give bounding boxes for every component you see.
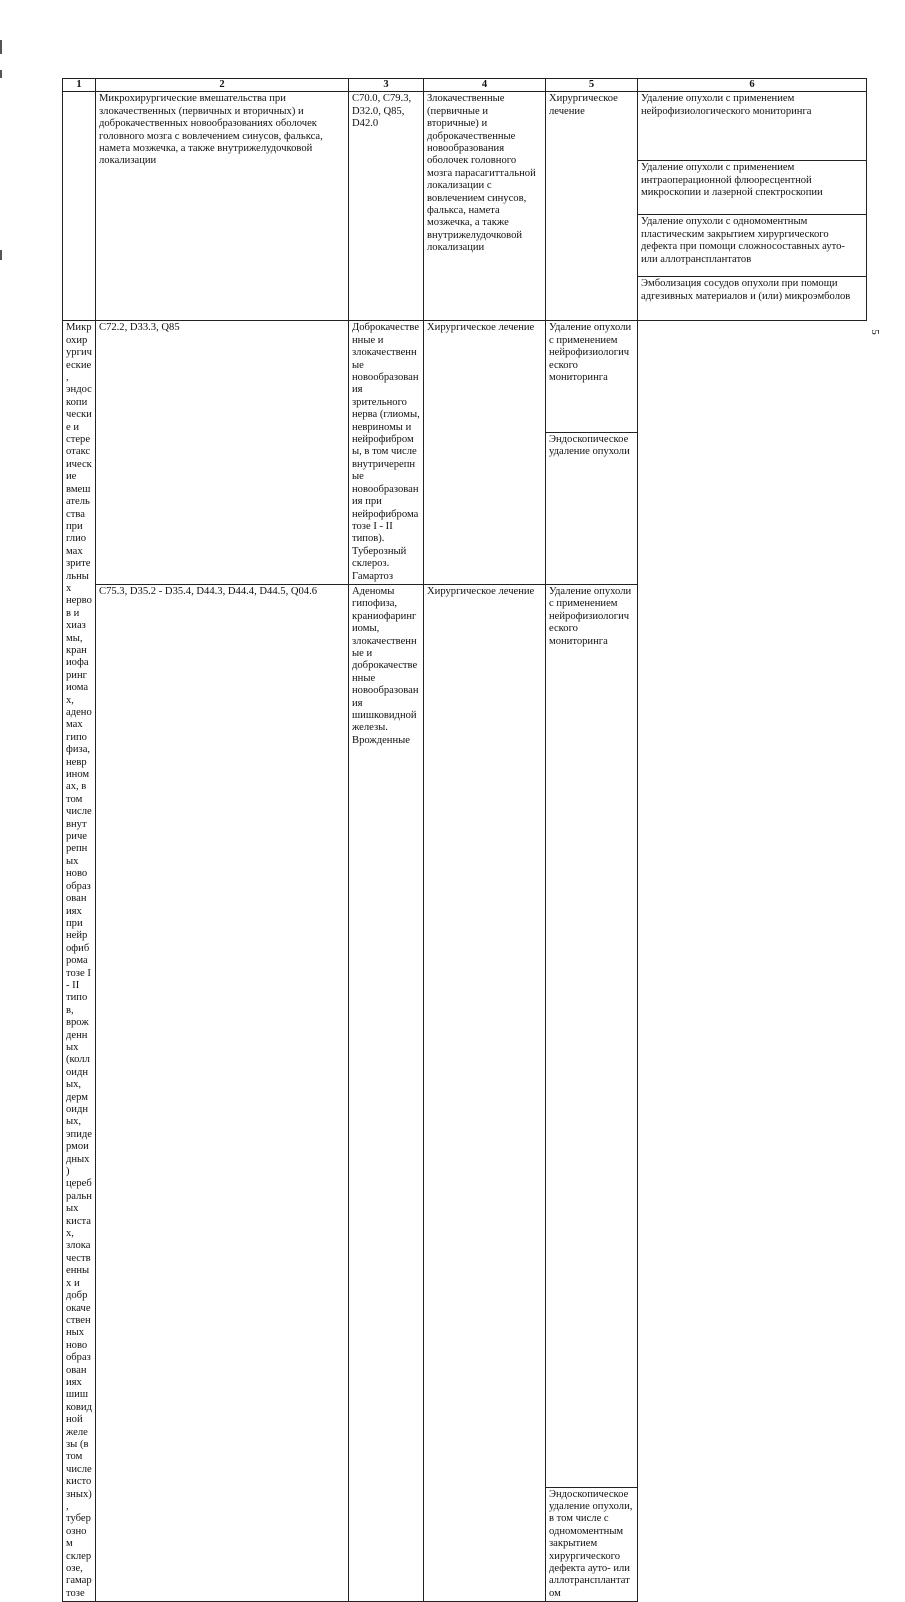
column-header: 5: [546, 79, 638, 92]
treatment-method: Удаление опухоли с применением нейрофизиологического мониторинга: [546, 321, 638, 432]
table-header-row: [63, 79, 867, 92]
condition-description: Аденомы гипофиза, краниофарингиомы, злокачественные и доброкачественные новообразования шишковидной железы. Врожденные: [349, 584, 424, 1601]
diagnosis-codes: C72.2, D33.3, Q85: [96, 321, 349, 585]
diagnosis-codes: C70.0, C79.3, D32.0, Q85, D42.0: [349, 92, 424, 321]
group-description: Микрохирургические вмешательства при злокачественных (первичных и вторичных) и доброкачественных новообразованиях оболочек головного мозга с вовлечением синусов, фалькса, намета мозжечка, а также внутрижелудочковой локализации: [96, 92, 349, 321]
treatment-method: Эндоскопическое удаление опухоли: [546, 432, 638, 584]
column-header: 3: [349, 79, 424, 92]
page-number: 5: [868, 329, 881, 335]
condition-description: Злокачественные (первичные и вторичные) и доброкачественные новообразования оболочек головного мозга парасагиттальной локализации с вовлечением синусов, фалькса, намета мозжечка, а также внутрижелудочковой локализации: [424, 92, 546, 321]
treatment-method: Удаление опухоли с применением нейрофизиологического мониторинга: [546, 584, 638, 1487]
scan-edge-mark: [0, 250, 2, 260]
table-row: [63, 321, 867, 432]
treatment-type: Хирургическое лечение: [424, 321, 546, 585]
group-description: Микрохирургические, эндоскопические и стереотаксические вмешательства при глиомах зрительных нервов и хиазмы, краниофарингиомах, аденомах гипофиза, невриномах, в том числе внутричерепных новообразованиях при нейрофиброматозе I - II типов, врожденных (коллоидных, дермоидных, эпидермоидных) церебральных кистах, злокачественных и доброкачественных новообразованиях шишковидной железы (в том числе кистозных), туберозном склерозе, гамартозе: [63, 321, 96, 1602]
condition-description: Доброкачественные и злокачественные новообразования зрительного нерва (глиомы, невриномы и нейрофибромы, в том числе внутричерепные новообразования при нейрофиброматозе I - II типов). Туберозный склероз. Гамартоз: [349, 321, 424, 585]
column-header: 2: [96, 79, 349, 92]
scan-edge-mark: [0, 40, 2, 54]
treatment-method: Удаление опухоли с одномоментным пластическим закрытием хирургического дефекта при помощи сложносоставных ауто- или аллотрансплантатов: [638, 215, 867, 277]
treatment-method: Эмболизация сосудов опухоли при помощи адгезивных материалов и (или) микроэмболов: [638, 277, 867, 321]
column-header: 4: [424, 79, 546, 92]
treatment-method: Удаление опухоли с применением интраоперационной флюоресцентной микроскопии и лазерной спектроскопии: [638, 161, 867, 215]
column-header: 6: [638, 79, 867, 92]
treatment-type: Хирургическое лечение: [546, 92, 638, 321]
scan-edge-mark: [0, 70, 2, 78]
procedures-table: [62, 78, 867, 1602]
row-number-cell: [63, 92, 96, 321]
diagnosis-codes: C75.3, D35.2 - D35.4, D44.3, D44.4, D44.5, Q04.6: [96, 584, 349, 1601]
treatment-method: Удаление опухоли с применением нейрофизиологического мониторинга: [638, 92, 867, 161]
table-row: [63, 584, 867, 1487]
table-row: [63, 92, 867, 161]
treatment-type: Хирургическое лечение: [424, 584, 546, 1601]
column-header: 1: [63, 79, 96, 92]
treatment-method: Эндоскопическое удаление опухоли, в том числе с одномоментным закрытием хирургического дефекта ауто- или аллотрансплантатом: [546, 1487, 638, 1602]
